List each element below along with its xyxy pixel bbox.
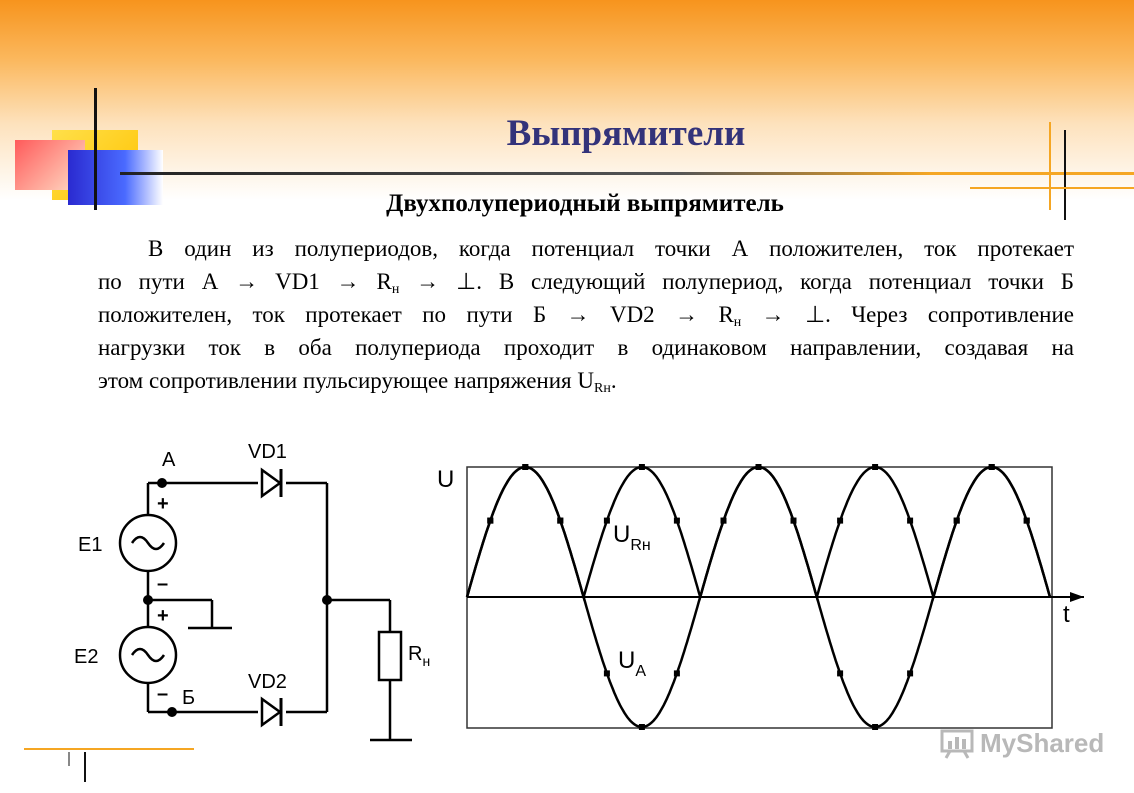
paragraph-line-3 <box>98 298 1074 331</box>
u-a-marker <box>989 464 995 470</box>
u-a-marker <box>872 724 878 730</box>
slide-title: Выпрямители <box>506 113 746 154</box>
watermark-text: MyShared <box>980 728 1105 758</box>
label-e2: E2 <box>74 646 99 668</box>
load-resistor <box>379 632 401 680</box>
diode-vd2 <box>258 698 286 726</box>
voltage-waveform-graph <box>420 450 1100 750</box>
u-a-marker <box>522 464 528 470</box>
u-rn-marker <box>674 518 680 524</box>
u-rn-marker <box>639 464 645 470</box>
label-vd1: VD1 <box>248 441 287 463</box>
u-a-marker <box>557 518 563 524</box>
u-rn-curve <box>467 467 1050 597</box>
deco-horizontal-line-right <box>970 187 1134 189</box>
label-e1-minus: – <box>157 573 169 595</box>
label-e1-plus: + <box>157 493 169 515</box>
paragraph-line-5 <box>98 364 1074 397</box>
paragraph-line-1 <box>98 232 1074 265</box>
myshared-logo-icon <box>940 729 974 759</box>
paragraph-text: В один из полупериодов, когда потенциал точки А положителен, ток протекает <box>148 236 1074 261</box>
u-rn-marker <box>837 518 843 524</box>
label-load: $R_н$ <box>408 643 431 669</box>
paragraph-text: по пути А → VD1 → R <box>98 269 392 294</box>
watermark <box>940 728 1104 759</box>
u-a-marker <box>837 670 843 676</box>
label-node-a: А <box>162 449 176 471</box>
u-rn-marker <box>872 464 878 470</box>
u-rn-marker <box>907 518 913 524</box>
u-a-marker <box>674 670 680 676</box>
deco-horizontal-line <box>120 172 1134 175</box>
header-gradient-band <box>0 0 1134 200</box>
paragraph-text: этом сопротивлении пульсирующее напряжения U <box>98 368 594 393</box>
paragraph-text: → ⊥. Через сопротивление <box>741 302 1074 327</box>
u-a-marker <box>907 670 913 676</box>
label-u-axis: U <box>437 466 455 493</box>
paragraph-line-4 <box>98 331 1074 364</box>
u-a-marker <box>791 518 797 524</box>
label-e2-plus: + <box>157 605 169 627</box>
label-u-a: $U_A$ <box>618 647 647 680</box>
rectifier-circuit <box>60 430 460 760</box>
description-paragraph <box>98 232 1074 397</box>
u-a-marker <box>639 724 645 730</box>
t-axis-arrow <box>1070 592 1084 602</box>
node-load-dot <box>322 595 332 605</box>
paragraph-line-2 <box>98 265 1074 298</box>
paragraph-text: нагрузки ток в оба полупериода проходит в одинаковом направлении, создавая на <box>98 335 1074 360</box>
slide-subtitle: Двухполупериодный выпрямитель <box>386 190 784 217</box>
diode-vd1 <box>258 469 286 497</box>
paragraph-text: положителен, ток протекает по пути Б → VD2 → R <box>98 302 734 327</box>
u-a-marker <box>1024 518 1030 524</box>
label-t-axis: t <box>1063 601 1070 628</box>
subscript: н <box>391 282 400 297</box>
label-e1: E1 <box>78 534 103 556</box>
node-a-dot <box>157 478 167 488</box>
label-e2-minus: – <box>157 683 169 705</box>
u-a-marker <box>604 670 610 676</box>
paragraph-text: . <box>610 368 617 393</box>
u-a-marker <box>721 518 727 524</box>
subscript: Rн <box>593 381 611 396</box>
u-rn-marker <box>604 518 610 524</box>
label-vd2: VD2 <box>248 671 287 693</box>
node-mid-dot <box>143 595 153 605</box>
subscript: н <box>733 315 742 330</box>
u-a-marker <box>487 518 493 524</box>
u-a-marker <box>954 518 960 524</box>
paragraph-text: → ⊥. В следующий полупериод, когда потенциал точки Б <box>399 269 1074 294</box>
label-u-rn: $U_{Rн}$ <box>613 521 651 554</box>
label-node-b: Б <box>182 687 196 709</box>
u-a-marker <box>756 464 762 470</box>
node-b-dot <box>167 707 177 717</box>
